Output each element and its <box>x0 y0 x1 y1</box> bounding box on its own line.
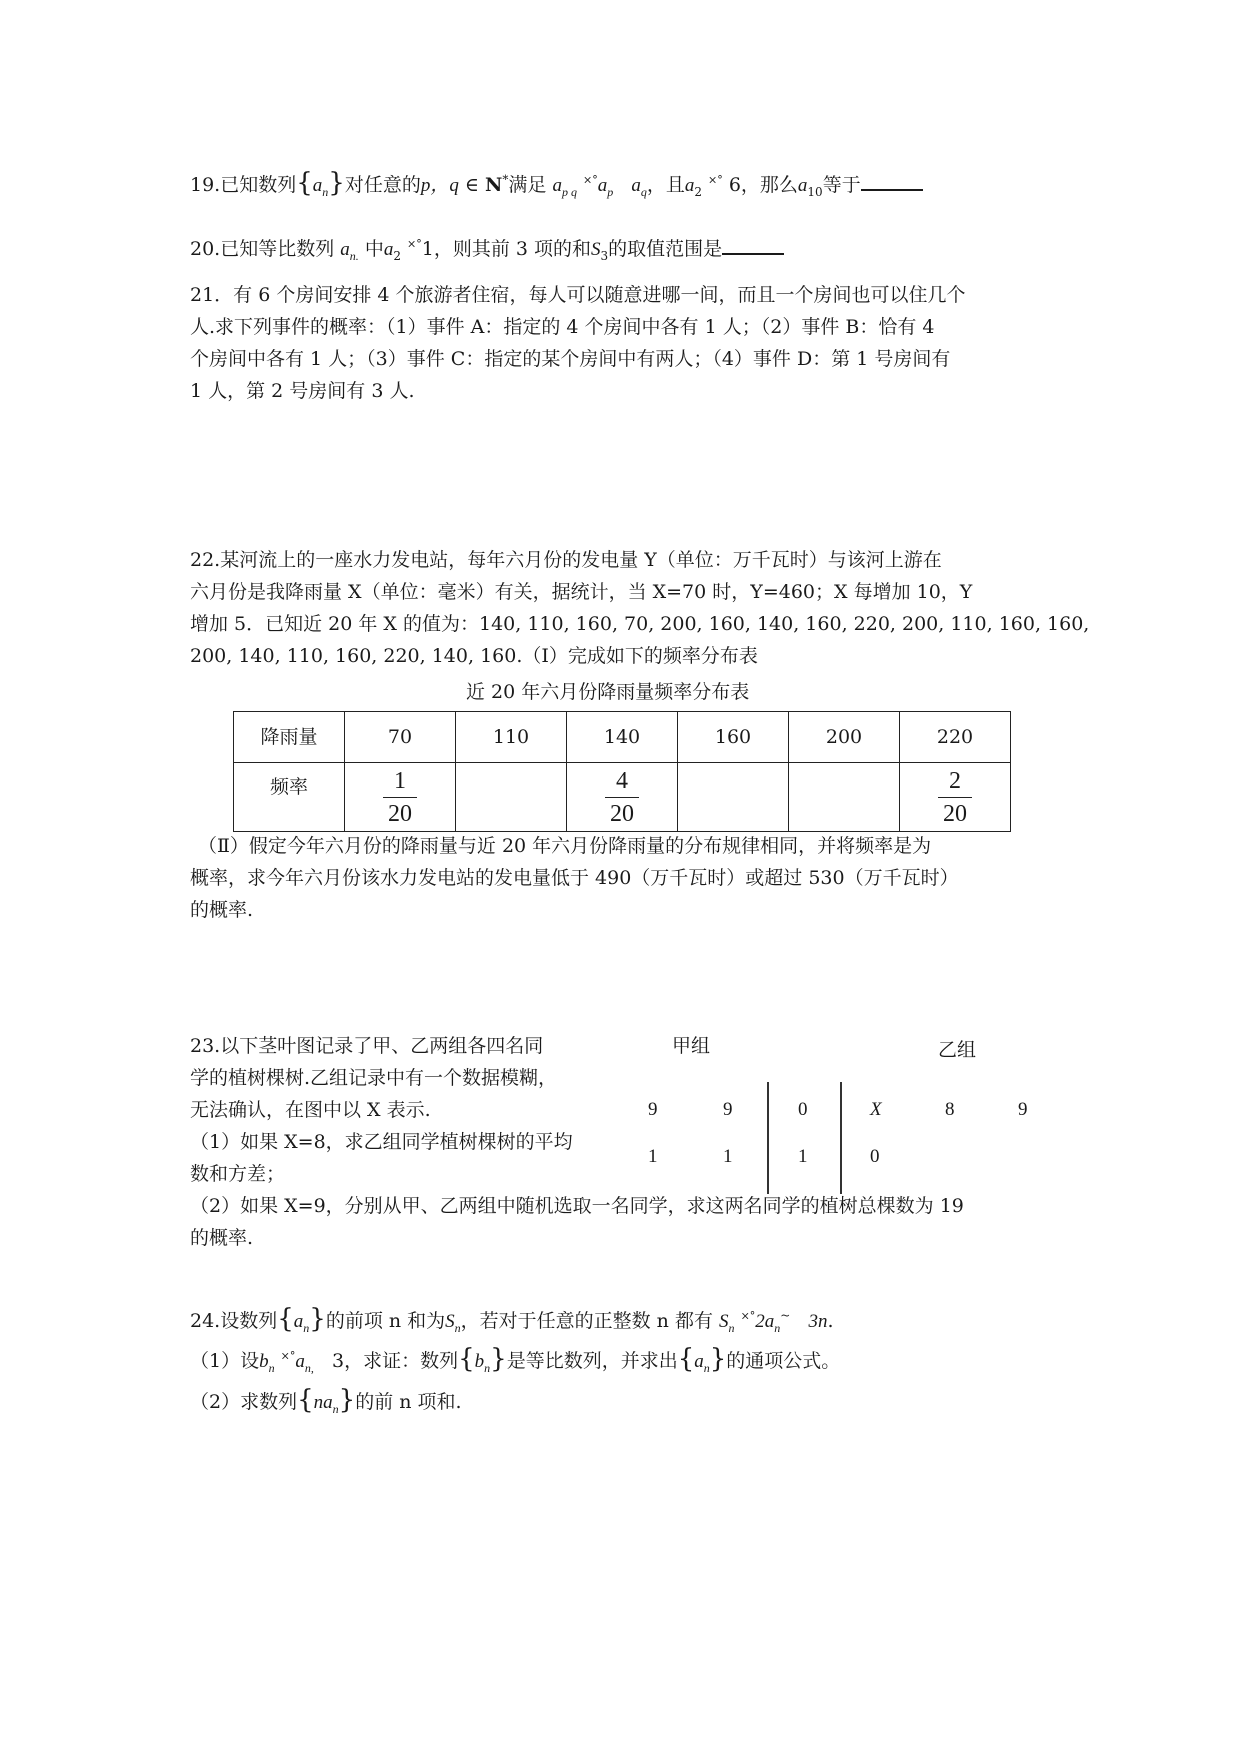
stem-leaf-diagram <box>620 1024 1060 1174</box>
freq-cell-blank[interactable] <box>678 763 789 832</box>
leaf-right-x: X <box>870 1099 882 1120</box>
rain-value: 220 <box>900 712 1011 763</box>
leaf-right: 8 <box>945 1099 955 1120</box>
freq-cell: $\frac{4}{20}$ <box>567 763 678 832</box>
row-label-rainfall: 降雨量 <box>234 712 345 763</box>
question-20: 20.已知等比数列 $a_{n.}$ 中$a_2$ ×°1，则其前 3 项的和$S_3$的取值范围是 <box>190 233 784 266</box>
question-22-part2: （Ⅱ）假定今年六月份的降雨量与近 20 年六月份降雨量的分布规律相同，并将频率是为 概率，求今年六月份该水力发电站的发电量低于 490（万千瓦时）或超过 530（万千瓦时） 的概率. <box>190 835 959 921</box>
rain-value: 160 <box>678 712 789 763</box>
rain-value: 140 <box>567 712 678 763</box>
rain-value: 70 <box>345 712 456 763</box>
question-19: 19.已知数列$\{a_n\}$对任意的p，q ∈ N*满足 $a_{p q}$ $^{\times^\circ}a_p$ $a_q$，且$a_2$ ×° 6，那么$a_{10}$等于 <box>190 167 923 202</box>
rainfall-frequency-table <box>233 711 1011 832</box>
leaf-left: 9 <box>723 1099 733 1120</box>
rain-value: 200 <box>789 712 900 763</box>
group-b-label: 乙组 <box>938 1039 977 1061</box>
leaf-right: 0 <box>870 1146 880 1167</box>
question-24-part1: （1）设$b_n$ $^{\times^\circ}a_{n,}$ 3，求证：数列$\{b_n\}$是等比数列，并求出$\{a_n\}$的通项公式。 <box>190 1344 841 1375</box>
freq-cell: $\frac{1}{20}$ <box>345 763 456 832</box>
table-row <box>234 712 1011 763</box>
question-21: 21．有 6 个房间安排 4 个旅游者住宿，每人可以随意进哪一间，而且一个房间也可以住几个 人.求下列事件的概率：（1）事件 A：指定的 4 个房间中各有 1 人；（2）事件 B：恰有 4 个房间中各有 1 人；（3）事件 C：指定的某个房间中有两人；（4）事件 D：第 1 号房间有 1 人，第 2 号房间有 3 人. <box>190 284 966 402</box>
leaf-left: 9 <box>648 1099 658 1120</box>
question-24-part2: （2）求数列$\{na_n\}$的前 n 项和. <box>190 1385 462 1416</box>
stem: 0 <box>798 1099 808 1120</box>
table-row <box>234 763 1011 832</box>
answer-blank-19[interactable] <box>861 169 923 191</box>
freq-cell: $\frac{2}{20}$ <box>900 763 1011 832</box>
leaf-left: 1 <box>648 1146 658 1167</box>
freq-cell-blank[interactable] <box>789 763 900 832</box>
question-23: 23.以下茎叶图记录了甲、乙两组各四名同 学的植树棵树.乙组记录中有一个数据模糊， 无法确认，在图中以 X 表示. （1）如果 X=8，求乙组同学植树棵树的平均 数和方差； （2）如果 X=9，分别从甲、乙两组中随机选取一名同学，求这两名同学的植树总棵数为 19 的概率. <box>190 1035 964 1249</box>
leaf-right: 9 <box>1018 1099 1028 1120</box>
rain-value: 110 <box>456 712 567 763</box>
freq-cell-blank[interactable] <box>456 763 567 832</box>
stem: 1 <box>798 1146 808 1167</box>
question-24: 24.设数列$\{a_n\}$的前项 n 和为$S_n$，若对于任意的正整数 n 都有 $S_n$ $^{\times^\circ}2a_n^\sim$ 3n. <box>190 1304 834 1335</box>
answer-blank-20[interactable] <box>722 233 784 255</box>
leaf-left: 1 <box>723 1146 733 1167</box>
table-title: 近 20 年六月份降雨量频率分布表 <box>466 681 750 703</box>
row-label-frequency: 频率 <box>234 763 345 832</box>
question-22: 22.某河流上的一座水力发电站，每年六月份的发电量 Y（单位：万千瓦时）与该河上游在 六月份是我降雨量 X（单位：毫米）有关，据统计，当 X=70 时，Y=460；X 每增加 10，Y 增加 5．已知近 20 年 X 的值为：140, 110, 160, 70, 200, 160, 140, 160, 220, 200, 110, 160, 160, 200, 140, 110, 160, 220, 140, 160.（Ⅰ）完成如下的频率分布表 <box>190 549 1090 667</box>
group-a-label: 甲组 <box>672 1035 711 1057</box>
